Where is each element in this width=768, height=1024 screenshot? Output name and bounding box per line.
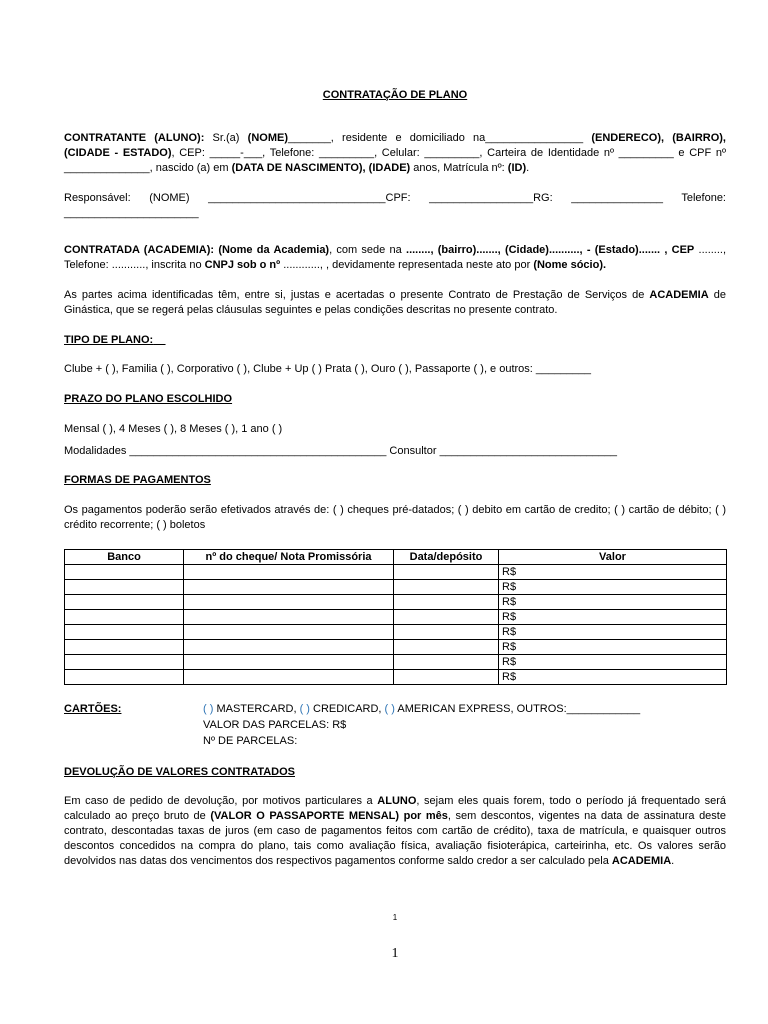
cartoes-label: CARTÕES: bbox=[64, 703, 122, 715]
prazo-options: Mensal ( ), 4 Meses ( ), 8 Meses ( ), 1 ano ( ) bbox=[64, 423, 283, 435]
checkbox-credicard[interactable]: ( ) bbox=[299, 703, 310, 715]
modalidades-line: Modalidades __________________________________________ Consultor _____________________________ bbox=[64, 445, 617, 457]
table-cell bbox=[65, 595, 184, 610]
table-cell bbox=[184, 655, 394, 670]
partes-paragraph: As partes acima identificadas têm, entre si, justas e acertadas o presente Contrato de Prestação de Serviços de ACADEMIA de Ginástica, que se regerá pelas cláusulas seguintes e pelas condições descritas no presente contrato. bbox=[64, 289, 726, 316]
document-title: CONTRATAÇÃO DE PLANO bbox=[322, 89, 468, 101]
cartoes-options: ( ) MASTERCARD, ( ) CREDICARD, ( ) AMERICAN EXPRESS, OUTROS:____________ bbox=[203, 703, 641, 715]
checkbox-mastercard[interactable]: ( ) bbox=[203, 703, 214, 715]
table-cell: R$ bbox=[499, 610, 727, 625]
table-cell: R$ bbox=[499, 670, 727, 685]
responsavel-line-2: ______________________ bbox=[64, 207, 199, 219]
table-cell bbox=[394, 640, 499, 655]
pagamentos-text: Os pagamentos poderão serão efetivados através de: ( ) cheques pré-datados; ( ) debito em cartão de credito; ( ) cartão de débito; ( ) crédito recorrente; ( ) boletos bbox=[64, 504, 726, 531]
contratada-paragraph: CONTRATADA (ACADEMIA): (Nome da Academia), com sede na ........, (bairro)......., (Cidade).........., - (Estado)....... , CEP ........, Telefone: ..........., inscrita no CNPJ sob o nº ............, , devidamente representada neste ato por (Nome sócio). bbox=[64, 244, 727, 271]
table-cell bbox=[65, 565, 184, 580]
tipo-plano-options: Clube + ( ), Familia ( ), Corporativo ( ), Clube + Up ( ) Prata ( ), Ouro ( ), Passaporte ( ), e outros: _________ bbox=[64, 363, 591, 375]
payment-table-header bbox=[65, 550, 727, 565]
table-cell: R$ bbox=[499, 625, 727, 640]
table-cell bbox=[394, 655, 499, 670]
table-row bbox=[65, 580, 727, 595]
table-cell bbox=[65, 670, 184, 685]
table-cell bbox=[394, 625, 499, 640]
table-cell: R$ bbox=[499, 565, 727, 580]
table-cell bbox=[394, 580, 499, 595]
table-row bbox=[65, 595, 727, 610]
tipo-plano-heading: TIPO DE PLANO:__ bbox=[64, 334, 166, 346]
contratante-paragraph: CONTRATANTE (ALUNO): Sr.(a) (NOME)_______, residente e domiciliado na________________ (ENDERECO), (BAIRRO), (CIDADE - ESTADO), CEP: _____-___, Telefone: _________, Celular: _________, Carteira de Identidade nº _________ e CPF nº ______________, nascido (a) em (DATA DE NASCIMENTO), (IDADE) anos, Matrícula nº: (ID). bbox=[64, 132, 726, 174]
table-cell bbox=[184, 565, 394, 580]
table-cell: R$ bbox=[499, 640, 727, 655]
devolucao-heading: DEVOLUÇÃO DE VALORES CONTRATADOS bbox=[64, 766, 296, 778]
table-row bbox=[65, 625, 727, 640]
table-cell bbox=[65, 655, 184, 670]
page-number: 1 bbox=[391, 946, 399, 961]
header-data: Data/depósito bbox=[394, 550, 499, 565]
header-cheque: nº do cheque/ Nota Promissória bbox=[184, 550, 394, 565]
table-cell bbox=[184, 670, 394, 685]
header-banco: Banco bbox=[65, 550, 184, 565]
table-cell bbox=[394, 610, 499, 625]
table-cell bbox=[65, 640, 184, 655]
table-cell bbox=[394, 565, 499, 580]
footnote-marker: 1 bbox=[392, 913, 398, 922]
table-cell bbox=[394, 670, 499, 685]
table-cell bbox=[65, 580, 184, 595]
valor-parcelas: VALOR DAS PARCELAS: R$ bbox=[203, 719, 347, 731]
devolucao-paragraph: Em caso de pedido de devolução, por motivos particulares a ALUNO, sejam eles quais forem, todo o período já frequentado será calculado ao preço bruto de (VALOR O PASSAPORTE MENSAL) por mês, sem descontos, vigentes na data de assinatura deste contrato, descontadas taxas de juros (em caso de pagamentos feitos com cartão de crédito), taxa de matrícula, e quaisquer outros descontos concedidos na compra do plano, tais como avaliação física, avaliação fisioterápica, carteirinha, etc. Os valores serão devolvidos nas datas dos vencimentos dos respectivos pagamentos conforme saldo credor a ser calculado pela ACADEMIA. bbox=[64, 795, 727, 867]
pagamentos-heading: FORMAS DE PAGAMENTOS bbox=[64, 474, 211, 486]
table-row bbox=[65, 670, 727, 685]
prazo-heading: PRAZO DO PLANO ESCOLHIDO bbox=[64, 393, 233, 405]
table-cell: R$ bbox=[499, 595, 727, 610]
table-cell bbox=[184, 610, 394, 625]
table-row bbox=[65, 610, 727, 625]
table-cell bbox=[184, 595, 394, 610]
payment-table bbox=[64, 549, 727, 685]
table-cell bbox=[184, 640, 394, 655]
table-row bbox=[65, 565, 727, 580]
checkbox-amex[interactable]: ( ) bbox=[384, 703, 395, 715]
table-cell: R$ bbox=[499, 655, 727, 670]
table-cell bbox=[394, 595, 499, 610]
numero-parcelas: Nº DE PARCELAS: bbox=[203, 735, 298, 747]
table-cell bbox=[65, 625, 184, 640]
table-row bbox=[65, 655, 727, 670]
table-row bbox=[65, 640, 727, 655]
table-cell: R$ bbox=[499, 580, 727, 595]
table-cell bbox=[65, 610, 184, 625]
header-valor: Valor bbox=[499, 550, 727, 565]
table-cell bbox=[184, 625, 394, 640]
table-cell bbox=[184, 580, 394, 595]
responsavel-line: Responsável: (NOME) _____________________________CPF: _________________RG: _______________ Telefone: bbox=[64, 192, 726, 204]
